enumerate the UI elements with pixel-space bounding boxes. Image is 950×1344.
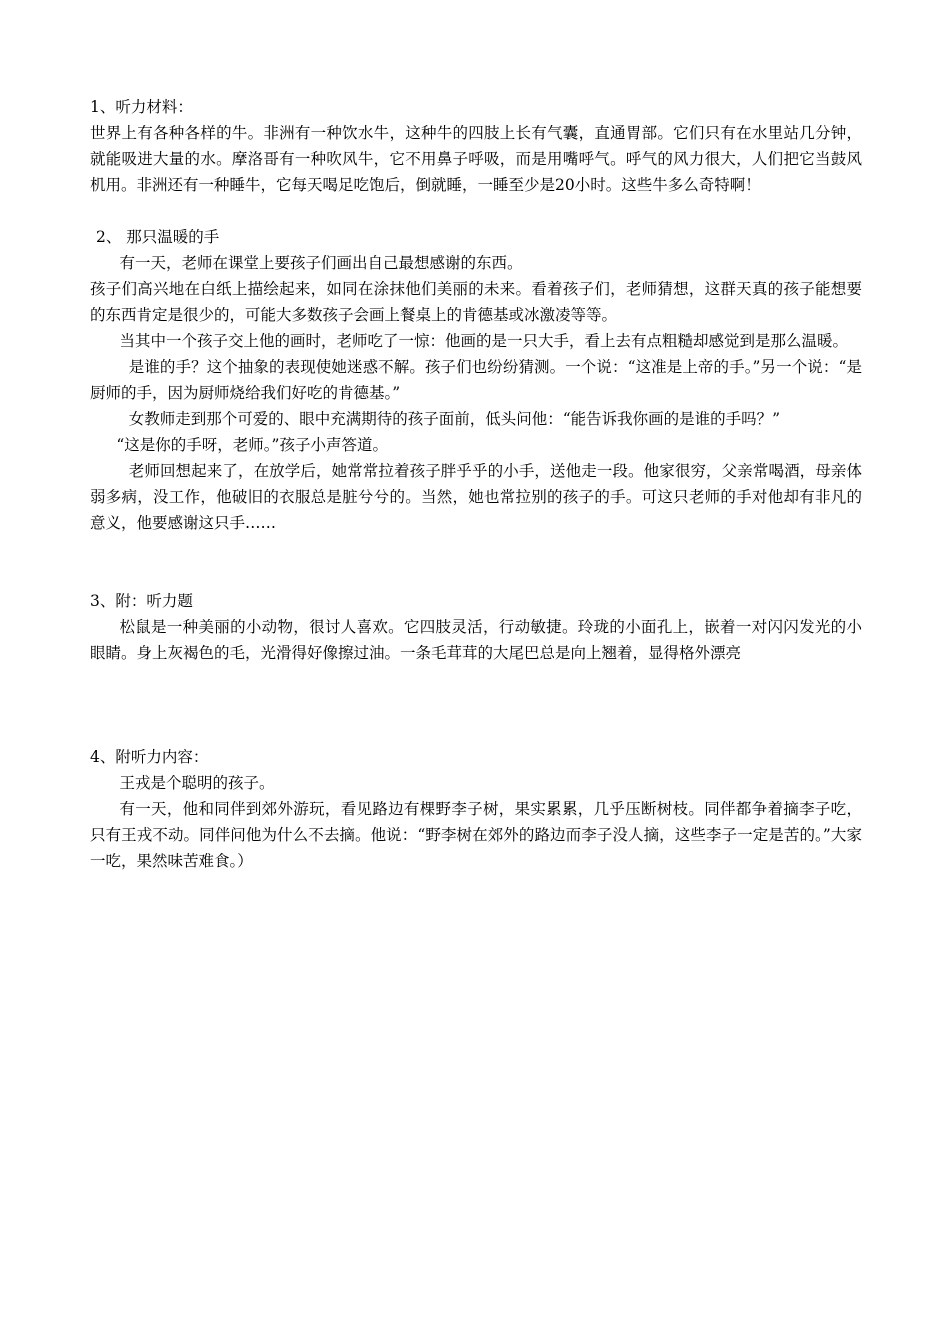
section-warm-hand: [90, 224, 862, 536]
section-listening-content: [90, 744, 862, 874]
paragraph: 有一天，老师在课堂上要孩子们画出自己最想感谢的东西。: [119, 254, 523, 272]
paragraph: 孩子们高兴地在白纸上描绘起来，如同在涂抹他们美丽的未来。看着孩子们，老师猜想，这群天真的孩子能想要的东西肯定是很少的，可能大多数孩子会画上餐桌上的肯德基或冰激凌等等。: [90, 280, 862, 324]
paragraph: 世界上有各种各样的牛。非洲有一种饮水牛，这种牛的四肢上长有气囊，直通胃部。它们只有在水里站几分钟，就能吸进大量的水。摩洛哥有一种吹风牛，它不用鼻子呼吸，而是用嘴呼气。呼气的风力很大，人们把它当鼓风机用。非洲还有一种睡牛，它每天喝足吃饱后，倒就睡，一睡至少是20小时。这些牛多么奇特啊！: [90, 124, 862, 194]
section-heading: 3、附：听力题: [90, 592, 193, 610]
paragraph: 王戎是个聪明的孩子。: [119, 774, 275, 792]
paragraph: 松鼠是一种美丽的小动物，很讨人喜欢。它四肢灵活，行动敏捷。玲珑的小面孔上，嵌着一对闪闪发光的小眼睛。身上灰褐色的毛，光滑得好像擦过油。一条毛茸茸的大尾巴总是向上翘着，显得格外漂亮: [90, 618, 862, 662]
section-heading: 1、听力材料：: [90, 98, 193, 116]
section-listening-question: [90, 588, 862, 666]
section-heading: 4、附听力内容：: [90, 748, 209, 766]
document-page: [90, 94, 862, 874]
section-heading: 2、 那只温暖的手: [96, 228, 220, 246]
section-listening-material: [90, 94, 862, 198]
paragraph: 当其中一个孩子交上他的画时，老师吃了一惊：他画的是一只大手，看上去有点粗糙却感觉到是那么温暖。: [119, 332, 848, 350]
paragraph: 老师回想起来了，在放学后，她常常拉着孩子胖乎乎的小手，送他走一段。他家很穷，父亲常喝酒，母亲体弱多病，没工作，他破旧的衣服总是脏兮兮的。当然，她也常拉别的孩子的手。可这只老师的手对他却有非凡的意义，他要感谢这只手……: [90, 462, 862, 532]
paragraph: 女教师走到那个可爱的、眼中充满期待的孩子面前，低头问他：“能告诉我你画的是谁的手吗？”: [128, 410, 781, 428]
paragraph: 有一天，他和同伴到郊外游玩，看见路边有棵野李子树，果实累累，几乎压断树枝。同伴都争着摘李子吃，只有王戎不动。同伴问他为什么不去摘。他说：“野李树在郊外的路边而李子没人摘，这些李子一定是苦的。”大家一吃，果然味苦难食。）: [90, 800, 862, 870]
paragraph: 是谁的手？这个抽象的表现使她迷惑不解。孩子们也纷纷猜测。一个说：“这准是上帝的手。”另一个说：“是厨师的手，因为厨师烧给我们好吃的肯德基。”: [90, 358, 862, 402]
paragraph: “这是你的手呀，老师。”孩子小声答道。: [116, 436, 388, 454]
